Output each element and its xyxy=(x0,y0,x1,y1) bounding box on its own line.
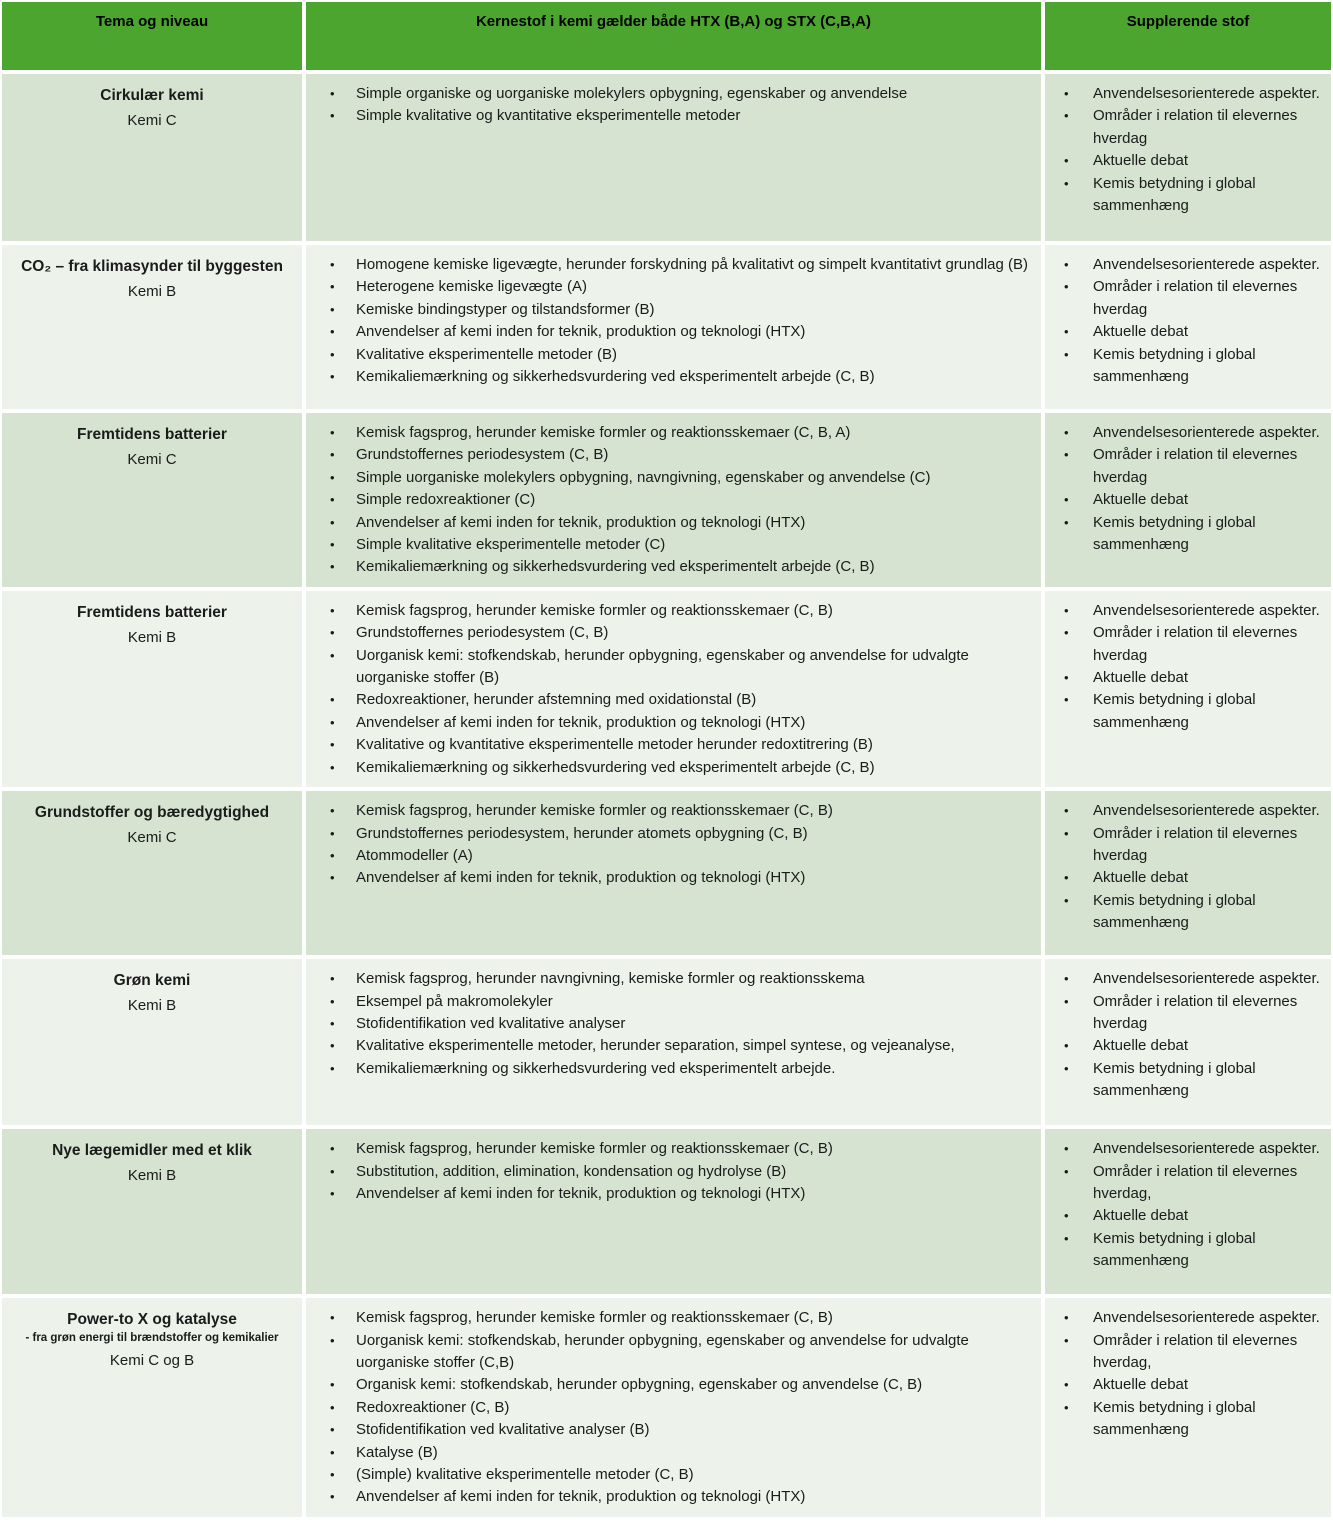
bullet-item: • Anvendelser af kemi inden for teknik, produktion og teknologi (HTX) xyxy=(316,867,1031,889)
niveau-label: Kemi C xyxy=(127,112,177,129)
table-row xyxy=(2,74,1331,241)
bullet-item: • Substitution, addition, elimination, kondensation og hydrolyse (B) xyxy=(316,1161,1031,1183)
supplerende-list xyxy=(1045,1129,1331,1294)
bullet-item: • Anvendelsesorienterede aspekter. xyxy=(1055,422,1321,444)
tema-subtitle: - fra grøn energi til brændstoffer og kemikalier xyxy=(25,1332,279,1345)
bullet-item: • Aktuelle debat xyxy=(1055,150,1321,172)
bullet-item: • Områder i relation til elevernes hverdag xyxy=(1055,105,1321,150)
bullet-item: • Aktuelle debat xyxy=(1055,321,1321,343)
bullet-item: • Anvendelser af kemi inden for teknik, produktion og teknologi (HTX) xyxy=(316,321,1031,343)
tema-cell xyxy=(2,591,302,787)
niveau-label: Kemi B xyxy=(127,283,177,300)
bullet-item: • Kemis betydning i global sammenhæng xyxy=(1055,512,1321,557)
supplerende-list xyxy=(1045,791,1331,955)
bullet-item: • (Simple) kvalitative eksperimentelle metoder (C, B) xyxy=(316,1464,1031,1486)
tema-title: CO₂ – fra klimasynder til byggesten xyxy=(21,258,283,275)
bullet-item: • Områder i relation til elevernes hverdag xyxy=(1055,276,1321,321)
bullet-item: • Kemikaliemærkning og sikkerhedsvurdering ved eksperimentelt arbejde (C, B) xyxy=(316,556,1031,578)
bullet-item: • Redoxreaktioner, herunder afstemning med oxidationstal (B) xyxy=(316,689,1031,711)
kernestof-list xyxy=(306,245,1041,409)
bullet-item: • Kemisk fagsprog, herunder navngivning, kemiske formler og reaktionsskema xyxy=(316,968,1031,990)
bullet-item: • Anvendelser af kemi inden for teknik, produktion og teknologi (HTX) xyxy=(316,1486,1031,1508)
niveau-label: Kemi B xyxy=(127,628,177,646)
bullet-item: • Atommodeller (A) xyxy=(316,845,1031,867)
niveau-label: Kemi B xyxy=(127,997,177,1015)
bullet-item: • Stofidentifikation ved kvalitative analyser (B) xyxy=(316,1419,1031,1441)
bullet-item: • Uorganisk kemi: stofkendskab, herunder opbygning, egenskaber og anvendelse for udvalgte uorganiske stoffer (B) xyxy=(316,645,1031,690)
bullet-item: • Kemiske bindingstyper og tilstandsformer (B) xyxy=(316,299,1031,321)
bullet-item: • Homogene kemiske ligevægte, herunder forskydning på kvalitativt og simpelt kvantitativt grundlag (B) xyxy=(316,254,1031,276)
tema-title: Fremtidens batterier xyxy=(77,603,227,621)
tema-title: Grøn kemi xyxy=(113,972,191,990)
bullet-item: • Grundstoffernes periodesystem (C, B) xyxy=(316,444,1031,466)
table-header-row xyxy=(2,2,1331,70)
kernestof-list xyxy=(306,1129,1041,1294)
bullet-item: • Kemisk fagsprog, herunder kemiske formler og reaktionsskemaer (C, B) xyxy=(316,1138,1031,1160)
bullet-item: • Simple kvalitative og kvantitative eksperimentelle metoder xyxy=(316,105,1031,127)
tema-title: Cirkulær kemi xyxy=(100,87,204,104)
niveau-label: Kemi C xyxy=(127,451,177,468)
tema-title: Power-to X og katalyse xyxy=(67,1311,237,1329)
bullet-item: • Anvendelsesorienterede aspekter. xyxy=(1055,254,1321,276)
kernestof-list xyxy=(306,791,1041,955)
bullet-item: • Kemisk fagsprog, herunder kemiske formler og reaktionsskemaer (C, B, A) xyxy=(316,422,1031,444)
bullet-item: • Kemis betydning i global sammenhæng xyxy=(1055,173,1321,218)
kernestof-list xyxy=(306,959,1041,1125)
bullet-item: • Redoxreaktioner (C, B) xyxy=(316,1397,1031,1419)
bullet-item: • Anvendelser af kemi inden for teknik, produktion og teknologi (HTX) xyxy=(316,1183,1031,1205)
bullet-item: • Kemisk fagsprog, herunder kemiske formler og reaktionsskemaer (C, B) xyxy=(316,1307,1031,1329)
table-row xyxy=(2,1129,1331,1294)
bullet-item: • Kemis betydning i global sammenhæng xyxy=(1055,1228,1321,1273)
tema-cell xyxy=(2,413,302,587)
bullet-item: • Grundstoffernes periodesystem, herunder atomets opbygning (C, B) xyxy=(316,823,1031,845)
bullet-item: • Organisk kemi: stofkendskab, herunder opbygning, egenskaber og anvendelse (C, B) xyxy=(316,1374,1031,1396)
niveau-label: Kemi C xyxy=(127,829,177,847)
bullet-item: • Kemis betydning i global sammenhæng xyxy=(1055,689,1321,734)
bullet-item: • Områder i relation til elevernes hverdag xyxy=(1055,622,1321,667)
tema-cell xyxy=(2,245,302,409)
bullet-item: • Aktuelle debat xyxy=(1055,1374,1321,1396)
bullet-item: • Kvalitative eksperimentelle metoder (B) xyxy=(316,344,1031,366)
table-row xyxy=(2,413,1331,587)
bullet-item: • Kvalitative og kvantitative eksperimentelle metoder herunder redoxtitrering (B) xyxy=(316,734,1031,756)
table-row xyxy=(2,1298,1331,1517)
header-tema: Tema og niveau xyxy=(2,2,302,70)
bullet-item: • Anvendelsesorienterede aspekter. xyxy=(1055,1307,1321,1329)
bullet-item: • Simple redoxreaktioner (C) xyxy=(316,489,1031,511)
supplerende-list xyxy=(1045,245,1331,409)
kernestof-list xyxy=(306,591,1041,787)
tema-title: Nye lægemidler med et klik xyxy=(52,1142,252,1160)
bullet-item: • Anvendelser af kemi inden for teknik, produktion og teknologi (HTX) xyxy=(316,712,1031,734)
bullet-item: • Anvendelser af kemi inden for teknik, produktion og teknologi (HTX) xyxy=(316,512,1031,534)
bullet-item: • Kemikaliemærkning og sikkerhedsvurdering ved eksperimentelt arbejde. xyxy=(316,1058,1031,1080)
header-supplerende: Supplerende stof xyxy=(1045,2,1331,70)
tema-title: Fremtidens batterier xyxy=(77,426,227,443)
bullet-item: • Eksempel på makromolekyler xyxy=(316,991,1031,1013)
bullet-item: • Aktuelle debat xyxy=(1055,867,1321,889)
header-kernestof: Kernestof i kemi gælder både HTX (B,A) og STX (C,B,A) xyxy=(306,2,1041,70)
bullet-item: • Områder i relation til elevernes hverdag, xyxy=(1055,1330,1321,1375)
supplerende-list xyxy=(1045,413,1331,587)
table-row xyxy=(2,791,1331,955)
tema-title: Grundstoffer og bæredygtighed xyxy=(34,804,270,822)
bullet-item: • Katalyse (B) xyxy=(316,1442,1031,1464)
bullet-item: • Kemisk fagsprog, herunder kemiske formler og reaktionsskemaer (C, B) xyxy=(316,800,1031,822)
bullet-item: • Aktuelle debat xyxy=(1055,489,1321,511)
kemi-table xyxy=(2,2,1331,1517)
bullet-item: • Simple uorganiske molekylers opbygning, navngivning, egenskaber og anvendelse (C) xyxy=(316,467,1031,489)
bullet-item: • Områder i relation til elevernes hverdag xyxy=(1055,444,1321,489)
tema-cell xyxy=(2,74,302,241)
bullet-item: • Kemis betydning i global sammenhæng xyxy=(1055,1397,1321,1442)
bullet-item: • Områder i relation til elevernes hverdag, xyxy=(1055,1161,1321,1206)
kernestof-list xyxy=(306,1298,1041,1517)
tema-cell xyxy=(2,1298,302,1517)
bullet-item: • Kemikaliemærkning og sikkerhedsvurdering ved eksperimentelt arbejde (C, B) xyxy=(316,366,1031,388)
bullet-item: • Kemisk fagsprog, herunder kemiske formler og reaktionsskemaer (C, B) xyxy=(316,600,1031,622)
tema-cell xyxy=(2,791,302,955)
bullet-item: • Heterogene kemiske ligevægte (A) xyxy=(316,276,1031,298)
bullet-item: • Anvendelsesorienterede aspekter. xyxy=(1055,600,1321,622)
supplerende-list xyxy=(1045,959,1331,1125)
niveau-label: Kemi C og B xyxy=(109,1352,195,1370)
bullet-item: • Kemis betydning i global sammenhæng xyxy=(1055,1058,1321,1103)
niveau-label: Kemi B xyxy=(127,1167,177,1185)
bullet-item: • Kvalitative eksperimentelle metoder, herunder separation, simpel syntese, og vejeanalyse, xyxy=(316,1035,1031,1057)
bullet-item: • Stofidentifikation ved kvalitative analyser xyxy=(316,1013,1031,1035)
supplerende-list xyxy=(1045,1298,1331,1517)
bullet-item: • Aktuelle debat xyxy=(1055,1035,1321,1057)
bullet-item: • Kemikaliemærkning og sikkerhedsvurdering ved eksperimentelt arbejde (C, B) xyxy=(316,757,1031,779)
kernestof-list xyxy=(306,74,1041,241)
tema-cell xyxy=(2,1129,302,1294)
bullet-item: • Kemis betydning i global sammenhæng xyxy=(1055,344,1321,389)
bullet-item: • Kemis betydning i global sammenhæng xyxy=(1055,890,1321,935)
table-row xyxy=(2,591,1331,787)
bullet-item: • Simple organiske og uorganiske molekylers opbygning, egenskaber og anvendelse xyxy=(316,83,1031,105)
bullet-item: • Anvendelsesorienterede aspekter. xyxy=(1055,1138,1321,1160)
bullet-item: • Uorganisk kemi: stofkendskab, herunder opbygning, egenskaber og anvendelse for udvalgte uorganiske stoffer (C,B) xyxy=(316,1330,1031,1375)
supplerende-list xyxy=(1045,74,1331,241)
bullet-item: • Aktuelle debat xyxy=(1055,1205,1321,1227)
bullet-item: • Anvendelsesorienterede aspekter. xyxy=(1055,968,1321,990)
bullet-item: • Områder i relation til elevernes hverdag xyxy=(1055,823,1321,868)
table-row xyxy=(2,959,1331,1125)
bullet-item: • Aktuelle debat xyxy=(1055,667,1321,689)
bullet-item: • Simple kvalitative eksperimentelle metoder (C) xyxy=(316,534,1031,556)
supplerende-list xyxy=(1045,591,1331,787)
bullet-item: • Anvendelsesorienterede aspekter. xyxy=(1055,83,1321,105)
bullet-item: • Anvendelsesorienterede aspekter. xyxy=(1055,800,1321,822)
bullet-item: • Områder i relation til elevernes hverdag xyxy=(1055,991,1321,1036)
table-row xyxy=(2,245,1331,409)
bullet-item: • Grundstoffernes periodesystem (C, B) xyxy=(316,622,1031,644)
tema-cell xyxy=(2,959,302,1125)
kernestof-list xyxy=(306,413,1041,587)
